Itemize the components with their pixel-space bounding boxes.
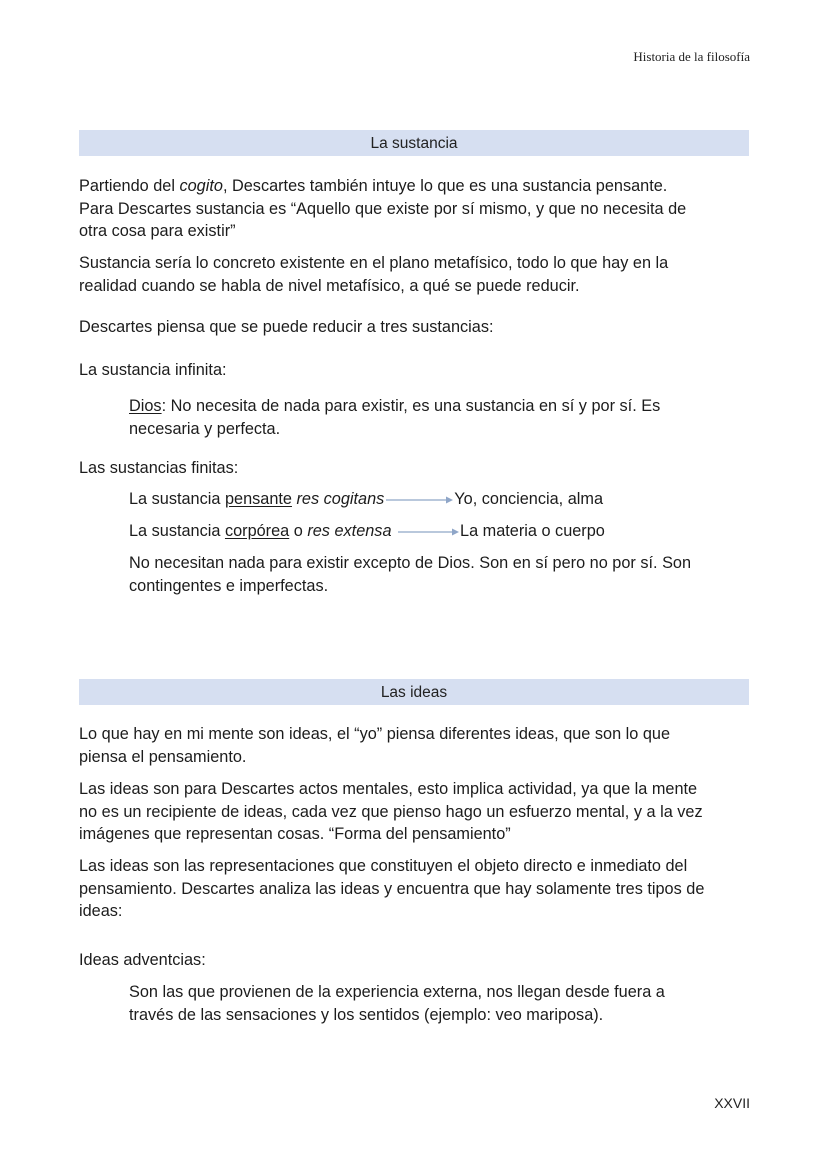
arrow-right-icon — [396, 527, 460, 537]
paragraph-tres-sustancias: Descartes piensa que se puede reducir a tres sustancias: — [79, 318, 494, 336]
paragraph-sustancia-definicion: Sustancia sería lo concreto existente en el plano metafísico, todo lo que hay en la realidad cuando se habla de nivel metafísico, a qué se puede reducir. — [79, 254, 669, 295]
section-title-la-sustancia: La sustancia — [79, 130, 749, 156]
label-sustancias-finitas: Las sustancias finitas: — [79, 459, 239, 477]
label-sustancia-infinita: La sustancia infinita: — [79, 361, 227, 379]
paragraph-cogito: Partiendo del cogito, Descartes también intuye lo que es una sustancia pensante. Para Descartes sustancia es “Aquello que existe por sí mismo, y que no necesita de otra cosa para existir” — [79, 177, 687, 240]
section-title-las-ideas: Las ideas — [79, 679, 749, 705]
term-corporea: corpórea — [224, 522, 290, 540]
paragraph-ideas-mente: Lo que hay en mi mente son ideas, el “yo” piensa diferentes ideas, que son lo que piensa el pensamiento. — [79, 725, 671, 766]
paragraph-actos-mentales: Las ideas son para Descartes actos mentales, esto implica actividad, ya que la mente no es un recipiente de ideas, cada vez que pienso hago un esfuerzo mental, y a la vez imágenes que representan cosas. “Forma del pensamiento” — [79, 780, 703, 843]
running-header: Historia de la filosofía — [633, 49, 750, 64]
latin-res-cogitans: res cogitans — [296, 490, 385, 508]
term-pensante: pensante — [224, 490, 292, 508]
substance-row-corporea: La sustancia corpórea o res extensa La materia o cuerpo — [129, 522, 605, 540]
label-ideas-adventicias: Ideas adventcias: — [79, 951, 206, 969]
term-dios: Dios — [129, 397, 162, 415]
paragraph-representaciones: Las ideas son las representaciones que constituyen el objeto directo e inmediato del pensamiento. Descartes analiza las ideas y encuentra que hay solamente tres tipos de ideas: — [79, 857, 705, 920]
page-number: XXVII — [714, 1095, 750, 1111]
paragraph-dios: Dios: No necesita de nada para existir, es una sustancia en sí y por sí. Es necesaria y perfecta. — [129, 397, 661, 438]
paragraph-ideas-adventicias: Son las que provienen de la experiencia externa, nos llegan desde fuera a través de las sensaciones y los sentidos (ejemplo: veo mariposa). — [129, 983, 665, 1024]
arrow-right-icon — [384, 495, 454, 505]
substance-row-pensante: La sustancia pensante res cogitans Yo, conciencia, alma — [129, 490, 604, 508]
latin-res-extensa: res extensa — [307, 522, 392, 540]
paragraph-sustancias-finitas: No necesitan nada para existir excepto de Dios. Son en sí pero no por sí. Son contingentes e imperfectas. — [129, 554, 692, 595]
